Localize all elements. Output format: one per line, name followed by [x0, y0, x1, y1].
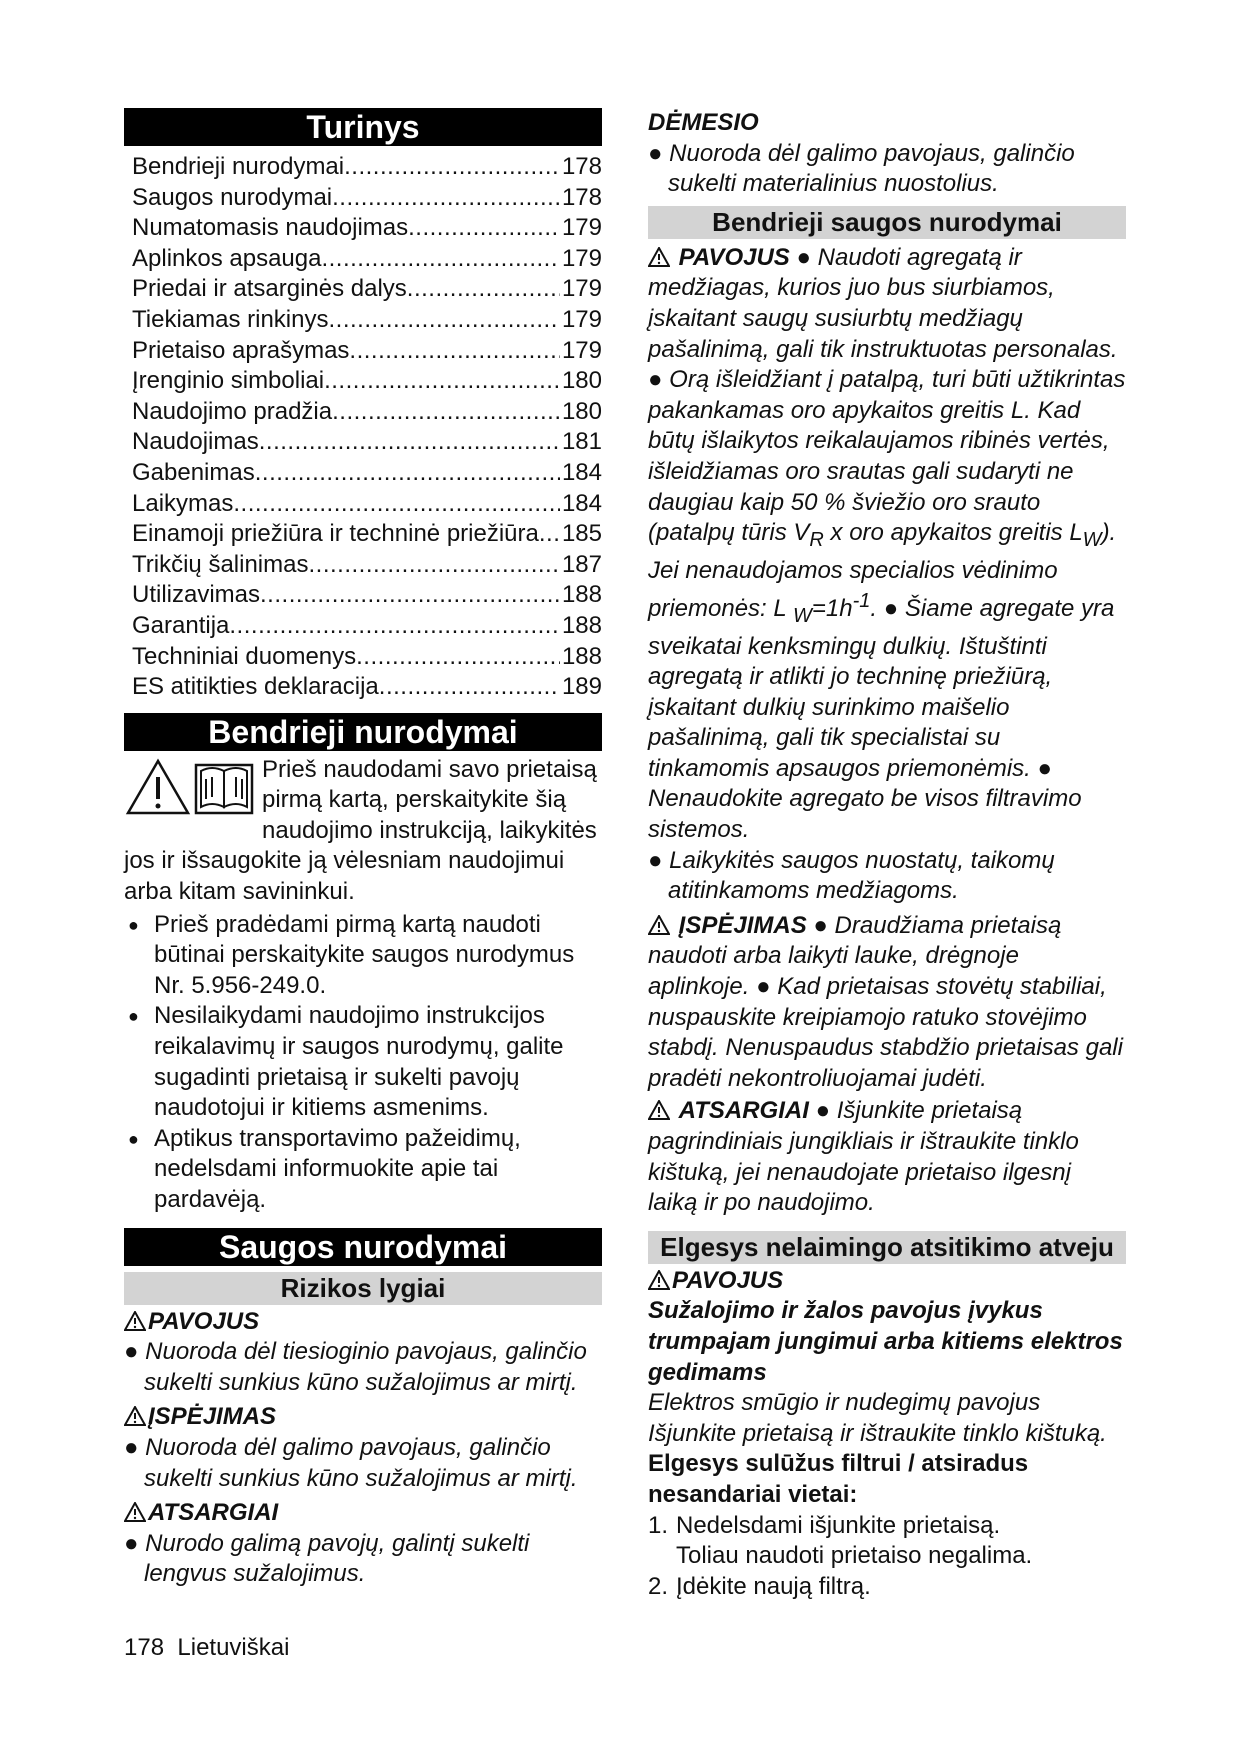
safety-title: Saugos nurodymai: [124, 1228, 602, 1266]
general-intro-text: Prieš naudodami savo prietaisą pirmą kartą, perskaitykite šią naudojimo instrukciją, laikykitės jos ir išsaugokite ją vėlesniam naudojimui arba kitam savininkui.: [124, 755, 597, 906]
toc-leader: [229, 611, 560, 642]
accident-title: Elgesys nelaimingo atsitikimo atveju: [648, 1231, 1126, 1264]
toc-entry-label: Laikymas: [132, 489, 234, 517]
accident-danger-line1: Elektros smūgio ir nudegimų pavojus: [648, 1389, 1041, 1417]
toc-entry-label: Tiekiamas rinkinys: [132, 305, 329, 333]
caution-paragraph: ATSARGIAI ● Išjunkite prietaisą pagrindiniais jungikliais ir ištraukite tinklo kištuką, jei nenaudojate prietaiso ilgesnį laiką ir po naudojimo.: [648, 1097, 1079, 1217]
toc-entry-label: Numatomasis naudojimas: [132, 214, 409, 242]
accident-body: [648, 1266, 1126, 1603]
list-item: ● Nesilaikydami naudojimo instrukcijos reikalavimų ir saugos nurodymų, galite sugadinti prietaisą ir sukelti pavojų naudotojui ir kitiems asmenims.: [124, 1001, 602, 1123]
toc-leader: [344, 152, 560, 183]
toc-entry-label: Gabenimas: [132, 458, 255, 486]
toc-entry: [132, 550, 602, 581]
toc-leader: [321, 244, 559, 275]
toc-entry: [132, 642, 602, 673]
list-item: ● Aptikus transportavimo pažeidimų, nedelsdami informuokite apie tai pardavėją.: [124, 1124, 602, 1216]
toc-entry-page: 179: [561, 336, 602, 364]
toc-leader: [259, 427, 560, 458]
list-item: 1. Nedelsdami išjunkite prietaisą. Toliau naudoti prietaiso negalima.: [648, 1511, 1033, 1570]
toc-entry: [132, 519, 602, 550]
toc-entry: [132, 305, 602, 336]
toc-leader: [308, 550, 559, 581]
toc-entry-label: Naudojimas: [132, 428, 259, 456]
toc-entry: [132, 274, 602, 305]
toc-entry-page: 179: [561, 244, 602, 272]
toc-leader: [324, 366, 560, 397]
toc-entry-page: 179: [561, 305, 602, 333]
risk-label-danger: PAVOJUS: [124, 1307, 602, 1338]
toc-entry-label: Techniniai duomenys: [132, 642, 357, 670]
warning-paragraph: ĮSPĖJIMAS ● Draudžiama prietaisą naudoti arba laikyti lauke, drėgnoje aplinkoje. ● Kad prietaisas stovėtų stabiliai, nuspauskite kreipiamojo ratuko stovėjimo stabdį. Nenuspaudus stabdžio prietaisas gali pradėti nekontroliuojamai judėti.: [648, 911, 1123, 1092]
toc-entry: [132, 611, 602, 642]
toc-entry-page: 188: [561, 611, 602, 639]
risk-notice: [648, 108, 1126, 200]
risk-levels: [124, 1307, 602, 1590]
warning-triangle-icon: [648, 915, 670, 935]
risk-text-notice: ● Nuoroda dėl galimo pavojaus, galinčio sukelti materialinius nuostolius.: [648, 139, 1075, 198]
toc-entry-label: ES atitikties deklaracija: [132, 673, 379, 701]
risk-label-caution: ATSARGIAI: [124, 1498, 602, 1529]
toc-entry-label: Priedai ir atsarginės dalys: [132, 275, 407, 303]
toc-entry: [132, 397, 602, 428]
risk-levels-title: Rizikos lygiai: [124, 1272, 602, 1305]
risk-label-warning: ĮSPĖJIMAS: [124, 1402, 602, 1433]
toc-entry-label: Naudojimo pradžia: [132, 397, 333, 425]
toc-entry-page: 179: [561, 214, 602, 242]
toc-entry-page: 184: [561, 458, 602, 486]
right-column: [648, 108, 1126, 1602]
toc-entry-label: Utilizavimas: [132, 581, 261, 609]
toc-entry: [132, 427, 602, 458]
toc-entry-page: 180: [561, 367, 602, 395]
accident-danger-label: PAVOJUS: [648, 1266, 1126, 1297]
general-intro: [124, 755, 602, 908]
general-safety-title: Bendrieji saugos nurodymai: [648, 206, 1126, 239]
warning-triangle-icon: [124, 1502, 146, 1522]
toc-leader: [260, 580, 560, 611]
page-number: 178: [124, 1634, 165, 1661]
warning-triangle-icon: [124, 1406, 146, 1426]
toc-leader: [255, 458, 560, 489]
toc-entry: [132, 580, 602, 611]
risk-label-notice: DĖMESIO: [648, 109, 759, 136]
toc-title: Turinys: [124, 108, 602, 146]
toc-entry-page: 189: [561, 673, 602, 701]
toc-entry-label: Einamoji priežiūra ir techninė priežiūra: [132, 520, 539, 548]
toc-entry: [132, 336, 602, 367]
toc-list: [132, 152, 602, 703]
toc-entry: [132, 672, 602, 703]
toc-entry-page: 185: [561, 520, 602, 548]
toc-leader: [233, 489, 560, 520]
general-bullets: [124, 910, 602, 1216]
toc-entry-label: Garantija: [132, 611, 230, 639]
toc-entry-page: 188: [561, 642, 602, 670]
toc-entry-page: 178: [561, 183, 602, 211]
warning-triangle-icon: [124, 1311, 146, 1331]
general-safety-body: [648, 243, 1126, 1219]
accident-danger-line2: Išjunkite prietaisą ir ištraukite tinklo kištuką.: [648, 1419, 1107, 1447]
toc-entry-page: 179: [561, 275, 602, 303]
toc-entry-page: 180: [561, 397, 602, 425]
toc-leader: [349, 336, 560, 367]
toc-entry-page: 184: [561, 489, 602, 517]
toc-entry: [132, 152, 602, 183]
toc-leader: [407, 274, 560, 305]
toc-entry-label: Trikčių šalinimas: [132, 550, 309, 578]
left-column: [124, 108, 602, 1590]
toc-entry-label: Prietaiso aprašymas: [132, 336, 350, 364]
toc-leader: [356, 642, 560, 673]
toc-entry-page: 187: [561, 550, 602, 578]
filter-heading: Elgesys sulūžus filtrui / atsiradus nesandariai vietai:: [648, 1450, 1029, 1508]
toc-entry: [132, 458, 602, 489]
list-item: 2. Įdėkite naują filtrą.: [648, 1572, 871, 1600]
danger-paragraph: PAVOJUS ● Naudoti agregatą ir medžiagas, kurios juo bus siurbiamos, įskaitant saugų susiurbtų medžiagų pašalinimą, gali tik instruktuotas personalas. ● Orą išleidžiant į patalpą, turi būti užtikrintas pakankamas oro apykaitos greitis L. Kad būtų išlaikytos reikalaujamos ribinės vertės, išleidžiamas oro srautas gali sudaryti ne daugiau kaip 50 % šviežio oro srauto (patalpų tūris $V_R$ x oro apykaitos greitis $L_W$). Jei nenaudojamos specialios vėdinimo priemonės: L $_W=1h^{-1}$. ● Šiame agregate yra sveikatai kenksmingų dulkių. Ištuštinti agregatą ir atlikti jo techninę priežiūrą, įskaitant dulkių surinkimo maišelio pašalinimą, gali tik specialistai su tinkamomis apsaugos priemonėmis. ● Nenaudokite agregato be visos filtravimo sistemos.: [648, 243, 1126, 844]
page-footer: [124, 1634, 289, 1662]
toc-leader: [379, 672, 560, 703]
risk-text-danger: ● Nuoroda dėl tiesioginio pavojaus, galinčio sukelti sunkius kūno sužalojimus ar mirtį.: [124, 1338, 587, 1396]
general-title: Bendrieji nurodymai: [124, 713, 602, 751]
toc-entry-label: Saugos nurodymai: [132, 183, 333, 211]
warning-manual-icon: [124, 757, 256, 817]
toc-entry-label: Įrenginio simboliai: [132, 367, 325, 395]
risk-text-caution: ● Nurodo galimą pavojų, galintį sukelti lengvus sužalojimus.: [124, 1529, 530, 1588]
toc-entry: [132, 213, 602, 244]
toc-entry-label: Bendrieji nurodymai: [132, 153, 345, 180]
toc-leader: [332, 183, 560, 214]
footer-language: Lietuviškai: [177, 1634, 290, 1661]
risk-text-warning: ● Nuoroda dėl galimo pavojaus, galinčio sukelti sunkius kūno sužalojimus ar mirtį.: [124, 1433, 578, 1492]
toc-entry: [132, 244, 602, 275]
toc-leader: [329, 305, 560, 336]
toc-entry-page: 178: [561, 153, 602, 180]
danger-paragraph-2: ● Laikykitės saugos nuostatų, taikomų atitinkamoms medžiagoms.: [648, 846, 1055, 905]
toc-leader: [332, 397, 560, 428]
toc-entry: [132, 489, 602, 520]
warning-triangle-icon: [648, 247, 670, 267]
toc-entry-page: 181: [561, 428, 602, 456]
toc-entry-label: Aplinkos apsauga: [132, 244, 322, 272]
toc-entry: [132, 366, 602, 397]
toc-leader: [408, 213, 560, 244]
warning-triangle-icon: [648, 1100, 670, 1120]
accident-danger-heading: Sužalojimo ir žalos pavojus įvykus trumpajam jungimui arba kitiems elektros gedimams: [648, 1297, 1123, 1386]
warning-triangle-icon: [648, 1270, 670, 1290]
list-item: ● Prieš pradėdami pirmą kartą naudoti būtinai perskaitykite saugos nurodymus Nr. 5.956-249.0.: [124, 910, 602, 1002]
toc-entry-page: 188: [561, 581, 602, 609]
toc-entry: [132, 183, 602, 214]
toc-leader: [539, 519, 560, 550]
